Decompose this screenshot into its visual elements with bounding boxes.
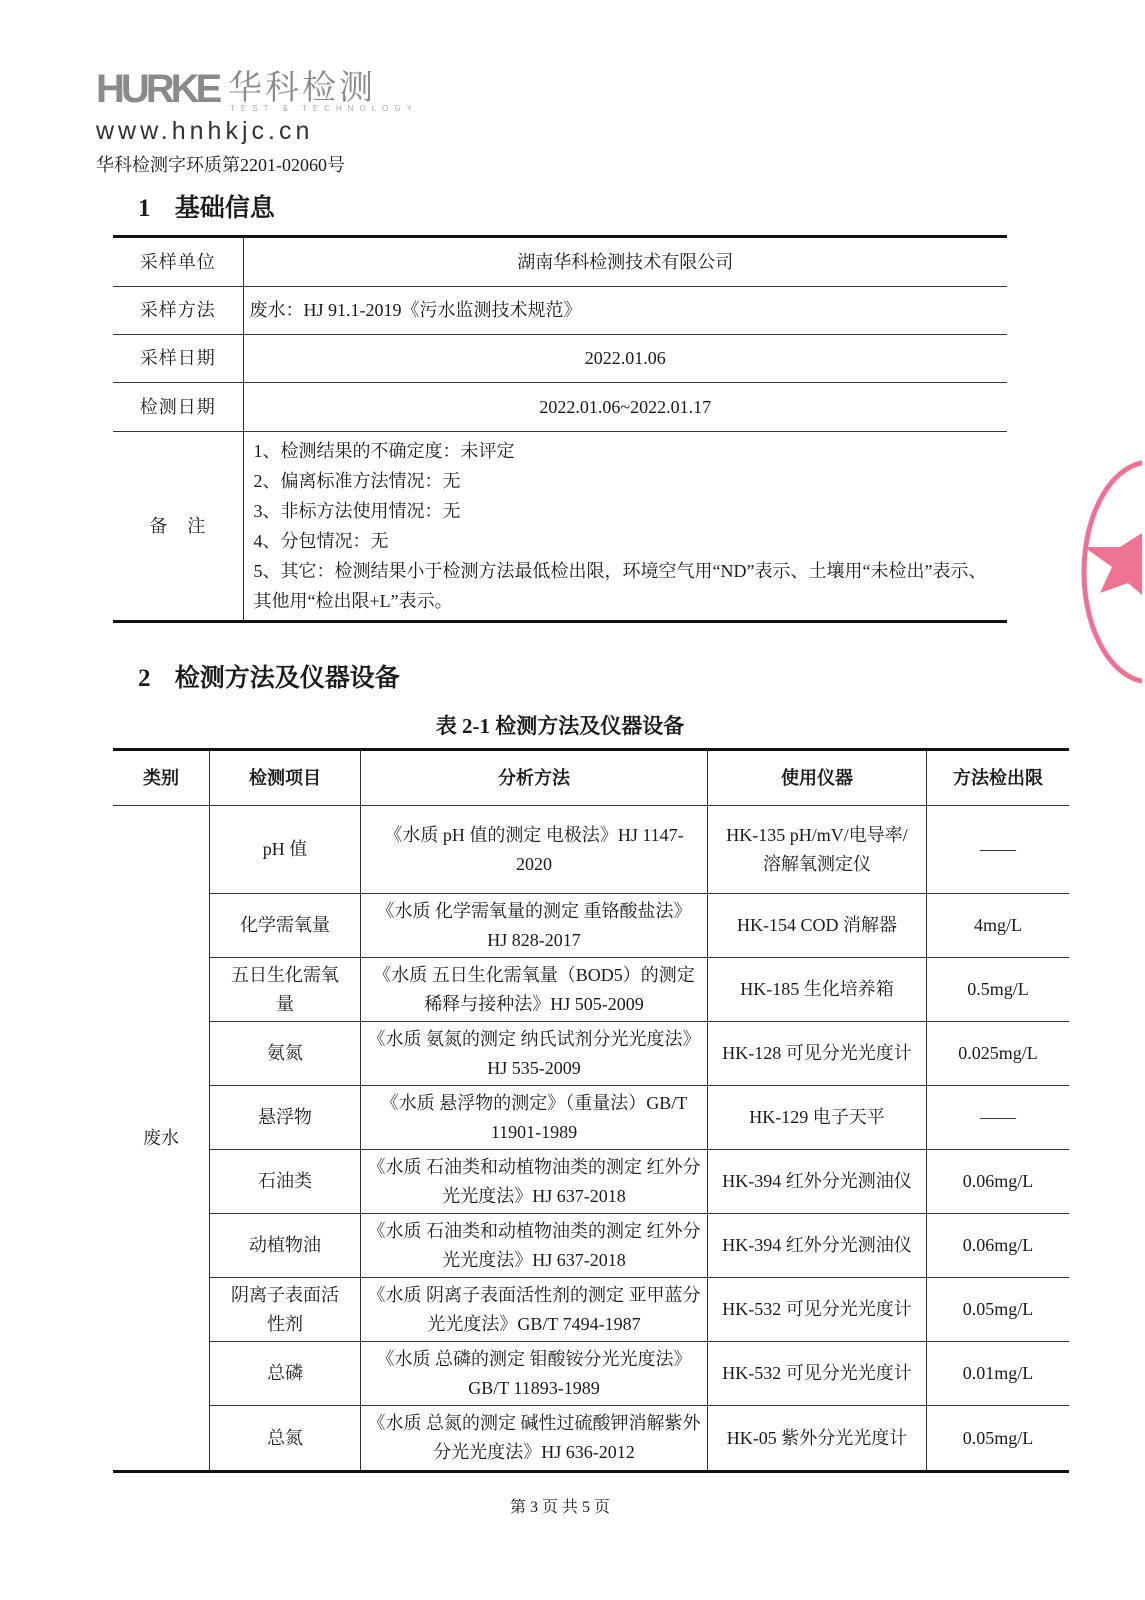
item-cell: 总氮 bbox=[210, 1406, 361, 1472]
note-item: 4、分包情况：无 bbox=[253, 531, 389, 551]
limit-cell: 0.025mg/L bbox=[927, 1022, 1070, 1086]
notes-label: 备 注 bbox=[113, 432, 243, 622]
method-cell: 《水质 悬浮物的测定》（重量法）GB/T 11901-1989 bbox=[361, 1086, 708, 1150]
info-row bbox=[113, 287, 1007, 335]
instrument-cell: HK-135 pH/mV/电导率/溶解氧测定仪 bbox=[708, 806, 927, 894]
instrument-cell: HK-154 COD 消解器 bbox=[708, 894, 927, 958]
item-cell: 五日生化需氧量 bbox=[210, 958, 361, 1022]
column-header: 方法检出限 bbox=[927, 750, 1070, 806]
method-cell: 《水质 石油类和动植物油类的测定 红外分光光度法》HJ 637-2018 bbox=[361, 1214, 708, 1278]
report-number: 华科检测字环质第2201-02060号 bbox=[96, 155, 345, 175]
info-row bbox=[113, 383, 1007, 432]
table-caption: 表 2-1 检测方法及仪器设备 bbox=[435, 714, 685, 738]
info-value: 废水：HJ 91.1-2019《污水监测技术规范》 bbox=[243, 287, 1007, 335]
info-row bbox=[113, 335, 1007, 383]
instrument-cell: HK-128 可见分光光度计 bbox=[708, 1022, 927, 1086]
item-cell: 氨氮 bbox=[210, 1022, 361, 1086]
notes-list bbox=[243, 432, 1007, 622]
instrument-cell: HK-394 红外分光测油仪 bbox=[708, 1214, 927, 1278]
method-cell: 《水质 五日生化需氧量（BOD5）的测定 稀释与接种法》HJ 505-2009 bbox=[361, 958, 708, 1022]
limit-cell: 0.01mg/L bbox=[927, 1342, 1070, 1406]
note-item: 5、其它：检测结果小于检测方法最低检出限，环境空气用“ND”表示、土壤用“未检出”表示、其他用“检出限+L”表示。 bbox=[253, 561, 987, 611]
table-row bbox=[113, 894, 1069, 958]
method-cell: 《水质 pH 值的测定 电极法》HJ 1147-2020 bbox=[361, 806, 708, 894]
logo-mark: HURKE bbox=[96, 67, 219, 111]
section2-heading bbox=[138, 658, 400, 694]
table-row bbox=[113, 1086, 1069, 1150]
section1-heading bbox=[138, 188, 275, 224]
note-item: 1、检测结果的不确定度：未评定 bbox=[253, 441, 515, 461]
method-cell: 《水质 总氮的测定 碱性过硫酸钾消解紫外分光光度法》HJ 636-2012 bbox=[361, 1406, 708, 1472]
table-row bbox=[113, 1150, 1069, 1214]
table-row bbox=[113, 1022, 1069, 1086]
item-cell: 总磷 bbox=[210, 1342, 361, 1406]
logo-url: www.hnhkjc.cn bbox=[96, 117, 314, 145]
item-cell: 石油类 bbox=[210, 1150, 361, 1214]
table-row bbox=[113, 1214, 1069, 1278]
column-header: 使用仪器 bbox=[708, 750, 927, 806]
instrument-cell: HK-129 电子天平 bbox=[708, 1086, 927, 1150]
stamp-seal bbox=[1078, 455, 1142, 690]
instrument-cell: HK-05 紫外分光光度计 bbox=[708, 1406, 927, 1472]
method-cell: 《水质 化学需氧量的测定 重铬酸盐法》HJ 828-2017 bbox=[361, 894, 708, 958]
info-row bbox=[113, 237, 1007, 287]
section1-title: 基础信息 bbox=[174, 195, 275, 222]
limit-cell: 4mg/L bbox=[927, 894, 1070, 958]
info-label: 检测日期 bbox=[113, 383, 243, 432]
table-row bbox=[113, 1406, 1069, 1472]
limit-cell: 0.05mg/L bbox=[927, 1406, 1070, 1472]
table-row bbox=[113, 958, 1069, 1022]
limit-cell: 0.5mg/L bbox=[927, 958, 1070, 1022]
limit-cell: —— bbox=[927, 806, 1070, 894]
note-item: 2、偏离标准方法情况：无 bbox=[253, 471, 461, 491]
limit-cell: 0.06mg/L bbox=[927, 1214, 1070, 1278]
info-value: 湖南华科检测技术有限公司 bbox=[243, 237, 1007, 287]
info-label: 采样日期 bbox=[113, 335, 243, 383]
column-header: 分析方法 bbox=[361, 750, 708, 806]
info-value: 2022.01.06~2022.01.17 bbox=[243, 383, 1007, 432]
item-cell: 悬浮物 bbox=[210, 1086, 361, 1150]
method-cell: 《水质 阴离子表面活性剂的测定 亚甲蓝分光光度法》GB/T 7494-1987 bbox=[361, 1278, 708, 1342]
basic-info-table bbox=[113, 235, 1007, 623]
column-header: 检测项目 bbox=[210, 750, 361, 806]
item-cell: 动植物油 bbox=[210, 1214, 361, 1278]
section1-number: 1 bbox=[138, 195, 151, 222]
info-value: 2022.01.06 bbox=[243, 335, 1007, 383]
limit-cell: 0.06mg/L bbox=[927, 1150, 1070, 1214]
note-item: 3、非标方法使用情况：无 bbox=[253, 501, 461, 521]
stamp-star-icon bbox=[1084, 533, 1142, 595]
section2-title: 检测方法及仪器设备 bbox=[174, 665, 400, 692]
page-footer: 第 3 页 共 5 页 bbox=[509, 1499, 610, 1516]
logo-chinese: 华科检测 bbox=[228, 69, 376, 107]
limit-cell: —— bbox=[927, 1086, 1070, 1150]
item-cell: pH 值 bbox=[210, 806, 361, 894]
logo-subtitle: TEST & TECHNOLOGY bbox=[230, 104, 418, 113]
info-label: 采样方法 bbox=[113, 287, 243, 335]
column-header: 类别 bbox=[113, 750, 210, 806]
table-row bbox=[113, 1278, 1069, 1342]
instrument-cell: HK-532 可见分光光度计 bbox=[708, 1278, 927, 1342]
limit-cell: 0.05mg/L bbox=[927, 1278, 1070, 1342]
method-cell: 《水质 氨氮的测定 纳氏试剂分光光度法》HJ 535-2009 bbox=[361, 1022, 708, 1086]
item-cell: 化学需氧量 bbox=[210, 894, 361, 958]
instrument-cell: HK-185 生化培养箱 bbox=[708, 958, 927, 1022]
table-row bbox=[113, 806, 1069, 894]
method-cell: 《水质 石油类和动植物油类的测定 红外分光光度法》HJ 637-2018 bbox=[361, 1150, 708, 1214]
category-cell: 废水 bbox=[113, 806, 210, 1472]
item-cell: 阴离子表面活性剂 bbox=[210, 1278, 361, 1342]
instrument-cell: HK-532 可见分光光度计 bbox=[708, 1342, 927, 1406]
notes-row bbox=[113, 432, 1007, 622]
info-label: 采样单位 bbox=[113, 237, 243, 287]
table-row bbox=[113, 1342, 1069, 1406]
instrument-cell: HK-394 红外分光测油仪 bbox=[708, 1150, 927, 1214]
methods-table bbox=[113, 748, 1069, 1473]
section2-number: 2 bbox=[138, 665, 151, 692]
method-cell: 《水质 总磷的测定 钼酸铵分光光度法》GB/T 11893-1989 bbox=[361, 1342, 708, 1406]
